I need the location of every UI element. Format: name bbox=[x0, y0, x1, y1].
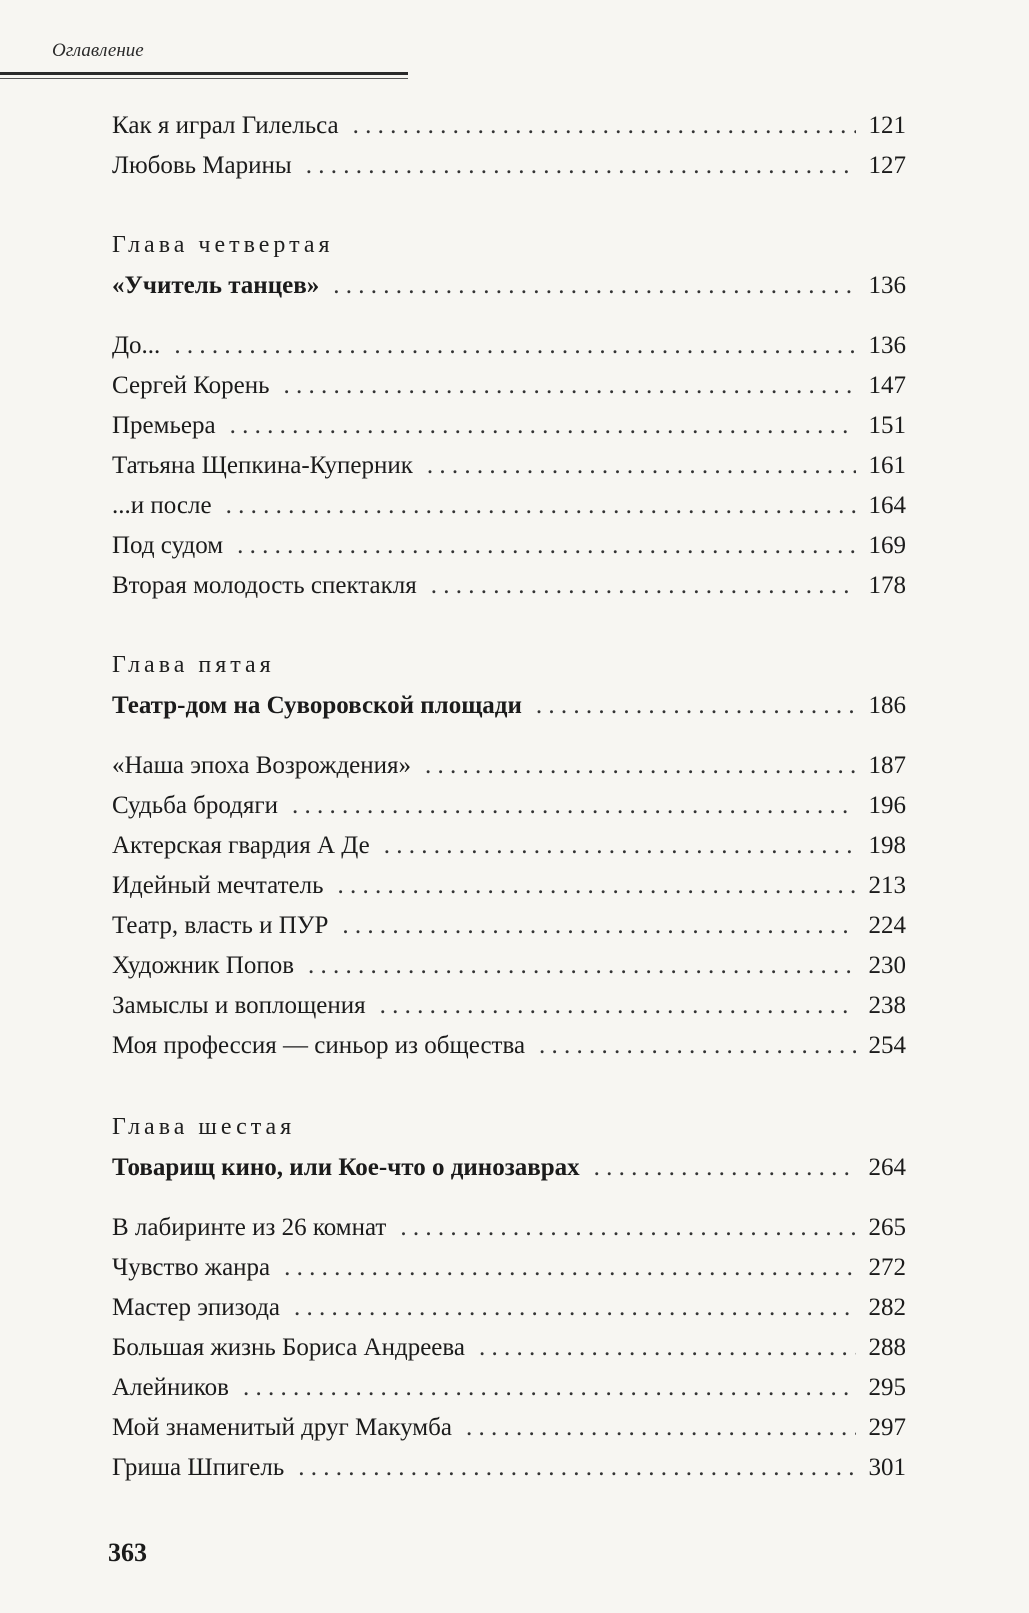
chapter-label: Глава четвертая bbox=[112, 232, 334, 258]
toc-entry-title: Под судом bbox=[112, 532, 224, 559]
dot-leader bbox=[384, 830, 856, 862]
toc-entry-title: Идейный мечтатель bbox=[112, 872, 324, 899]
toc-entry-page: 178 bbox=[868, 572, 906, 599]
toc-entry-page: 224 bbox=[868, 912, 906, 939]
chapter-heading bbox=[112, 270, 906, 302]
toc-entry-title: Художник Попов bbox=[112, 952, 295, 979]
toc-entry-title: Судьба бродяги bbox=[112, 792, 279, 819]
chapter-heading bbox=[112, 690, 906, 722]
toc-entry-title: Алейников bbox=[112, 1374, 229, 1401]
dot-leader bbox=[427, 450, 856, 482]
dot-leader bbox=[536, 690, 856, 722]
dot-leader bbox=[380, 990, 856, 1022]
dot-leader bbox=[174, 330, 856, 362]
toc-entry-title: Актерская гвардия А Де bbox=[112, 832, 370, 859]
toc-entry bbox=[112, 490, 906, 522]
dot-leader bbox=[237, 530, 856, 562]
chapter-heading bbox=[112, 1152, 906, 1184]
toc-entry bbox=[112, 1030, 906, 1062]
toc-entry-page: 127 bbox=[868, 152, 906, 179]
toc-entry-page: 164 bbox=[868, 492, 906, 519]
toc-entry-page: 230 bbox=[868, 952, 906, 979]
dot-leader bbox=[292, 790, 856, 822]
toc-entry-title: Мастер эпизода bbox=[112, 1294, 281, 1321]
toc-entry bbox=[112, 1372, 906, 1404]
toc-entry bbox=[112, 1212, 906, 1244]
toc-entry-page: 265 bbox=[868, 1214, 906, 1241]
toc-entry-title: Большая жизнь Бориса Андреева bbox=[112, 1334, 465, 1361]
toc-entry-title: Театр, власть и ПУР bbox=[112, 912, 329, 939]
toc-entry-page: 282 bbox=[868, 1294, 906, 1321]
toc-entry-page: 272 bbox=[868, 1254, 906, 1281]
toc-entry-page: 295 bbox=[868, 1374, 906, 1401]
toc-entry-page: 151 bbox=[868, 412, 906, 439]
toc-entry-title: Чувство жанра bbox=[112, 1254, 271, 1281]
dot-leader bbox=[466, 1412, 856, 1444]
dot-leader bbox=[308, 950, 856, 982]
chapter-heading-title: Товарищ кино, или Кое-что о динозаврах bbox=[112, 1154, 580, 1181]
toc-entry-page: 238 bbox=[868, 992, 906, 1019]
dot-leader bbox=[342, 910, 856, 942]
header-rule bbox=[0, 72, 408, 75]
dot-leader bbox=[284, 1252, 856, 1284]
toc-entry-page: 297 bbox=[868, 1414, 906, 1441]
toc-entry-page: 196 bbox=[868, 792, 906, 819]
dot-leader bbox=[306, 150, 856, 182]
toc-entry bbox=[112, 1292, 906, 1324]
dot-leader bbox=[294, 1292, 856, 1324]
toc-entry-page: 198 bbox=[868, 832, 906, 859]
dot-leader bbox=[479, 1332, 856, 1364]
toc-entry bbox=[112, 790, 906, 822]
toc-entry-title: Мой знаменитый друг Макумба bbox=[112, 1414, 452, 1441]
toc-entry bbox=[112, 1332, 906, 1364]
chapter-heading-page: 136 bbox=[868, 272, 906, 299]
toc-entry-title: Премьера bbox=[112, 412, 216, 439]
toc-entry-page: 254 bbox=[868, 1032, 906, 1059]
toc-entry bbox=[112, 1452, 906, 1484]
toc-entry bbox=[112, 330, 906, 362]
chapter-label: Глава пятая bbox=[112, 652, 275, 678]
dot-leader bbox=[400, 1212, 856, 1244]
running-head: Оглавление bbox=[52, 40, 144, 61]
dot-leader bbox=[230, 410, 856, 442]
toc-entry bbox=[112, 750, 906, 782]
toc-entry-title: Вторая молодость спектакля bbox=[112, 572, 417, 599]
toc-entry bbox=[112, 830, 906, 862]
dot-leader bbox=[298, 1452, 856, 1484]
toc-entry-title: Любовь Марины bbox=[112, 152, 292, 179]
chapter-heading-page: 264 bbox=[868, 1154, 906, 1181]
toc-entry bbox=[112, 530, 906, 562]
toc-entry bbox=[112, 910, 906, 942]
toc-entry bbox=[112, 870, 906, 902]
header-rule-thin bbox=[0, 78, 408, 79]
toc-entry-page: 161 bbox=[868, 452, 906, 479]
toc-entry-title: Гриша Шпигель bbox=[112, 1454, 285, 1481]
toc-entry bbox=[112, 150, 906, 182]
toc-entry-title: Замыслы и воплощения bbox=[112, 992, 366, 1019]
dot-leader bbox=[353, 110, 856, 142]
dot-leader bbox=[594, 1152, 856, 1184]
toc-entry-page: 213 bbox=[868, 872, 906, 899]
dot-leader bbox=[425, 750, 856, 782]
toc-entry-title: ...и после bbox=[112, 492, 212, 519]
toc-entry bbox=[112, 950, 906, 982]
dot-leader bbox=[284, 370, 856, 402]
toc-entry bbox=[112, 1412, 906, 1444]
chapter-heading-title: «Учитель танцев» bbox=[112, 272, 320, 299]
toc-entry-page: 288 bbox=[868, 1334, 906, 1361]
chapter-heading-page: 186 bbox=[868, 692, 906, 719]
toc-entry bbox=[112, 990, 906, 1022]
toc-entry-page: 301 bbox=[868, 1454, 906, 1481]
dot-leader bbox=[338, 870, 857, 902]
toc-entry bbox=[112, 410, 906, 442]
page-number: 363 bbox=[108, 1538, 147, 1567]
toc-entry-title: Сергей Корень bbox=[112, 372, 270, 399]
dot-leader bbox=[539, 1030, 856, 1062]
toc-entry-title: Татьяна Щепкина-Куперник bbox=[112, 452, 413, 479]
toc-entry-title: До... bbox=[112, 332, 161, 359]
dot-leader bbox=[333, 270, 856, 302]
toc-entry bbox=[112, 110, 906, 142]
toc-entry bbox=[112, 370, 906, 402]
toc-entry-page: 169 bbox=[868, 532, 906, 559]
toc-entry-title: Как я играл Гилельса bbox=[112, 112, 339, 139]
chapter-heading-title: Театр-дом на Суворовской площади bbox=[112, 692, 522, 719]
toc-entry bbox=[112, 570, 906, 602]
toc-entry-page: 147 bbox=[868, 372, 906, 399]
toc-entry-page: 121 bbox=[868, 112, 906, 139]
toc-entry-page: 136 bbox=[868, 332, 906, 359]
toc-entry bbox=[112, 1252, 906, 1284]
dot-leader bbox=[243, 1372, 856, 1404]
toc-entry bbox=[112, 450, 906, 482]
dot-leader bbox=[431, 570, 856, 602]
toc-entry-title: «Наша эпоха Возрождения» bbox=[112, 752, 412, 779]
dot-leader bbox=[226, 490, 856, 522]
toc-entry-title: Моя профессия — синьор из общества bbox=[112, 1032, 526, 1059]
chapter-label: Глава шестая bbox=[112, 1114, 296, 1140]
toc-entry-page: 187 bbox=[868, 752, 906, 779]
toc-entry-title: В лабиринте из 26 комнат bbox=[112, 1214, 387, 1241]
